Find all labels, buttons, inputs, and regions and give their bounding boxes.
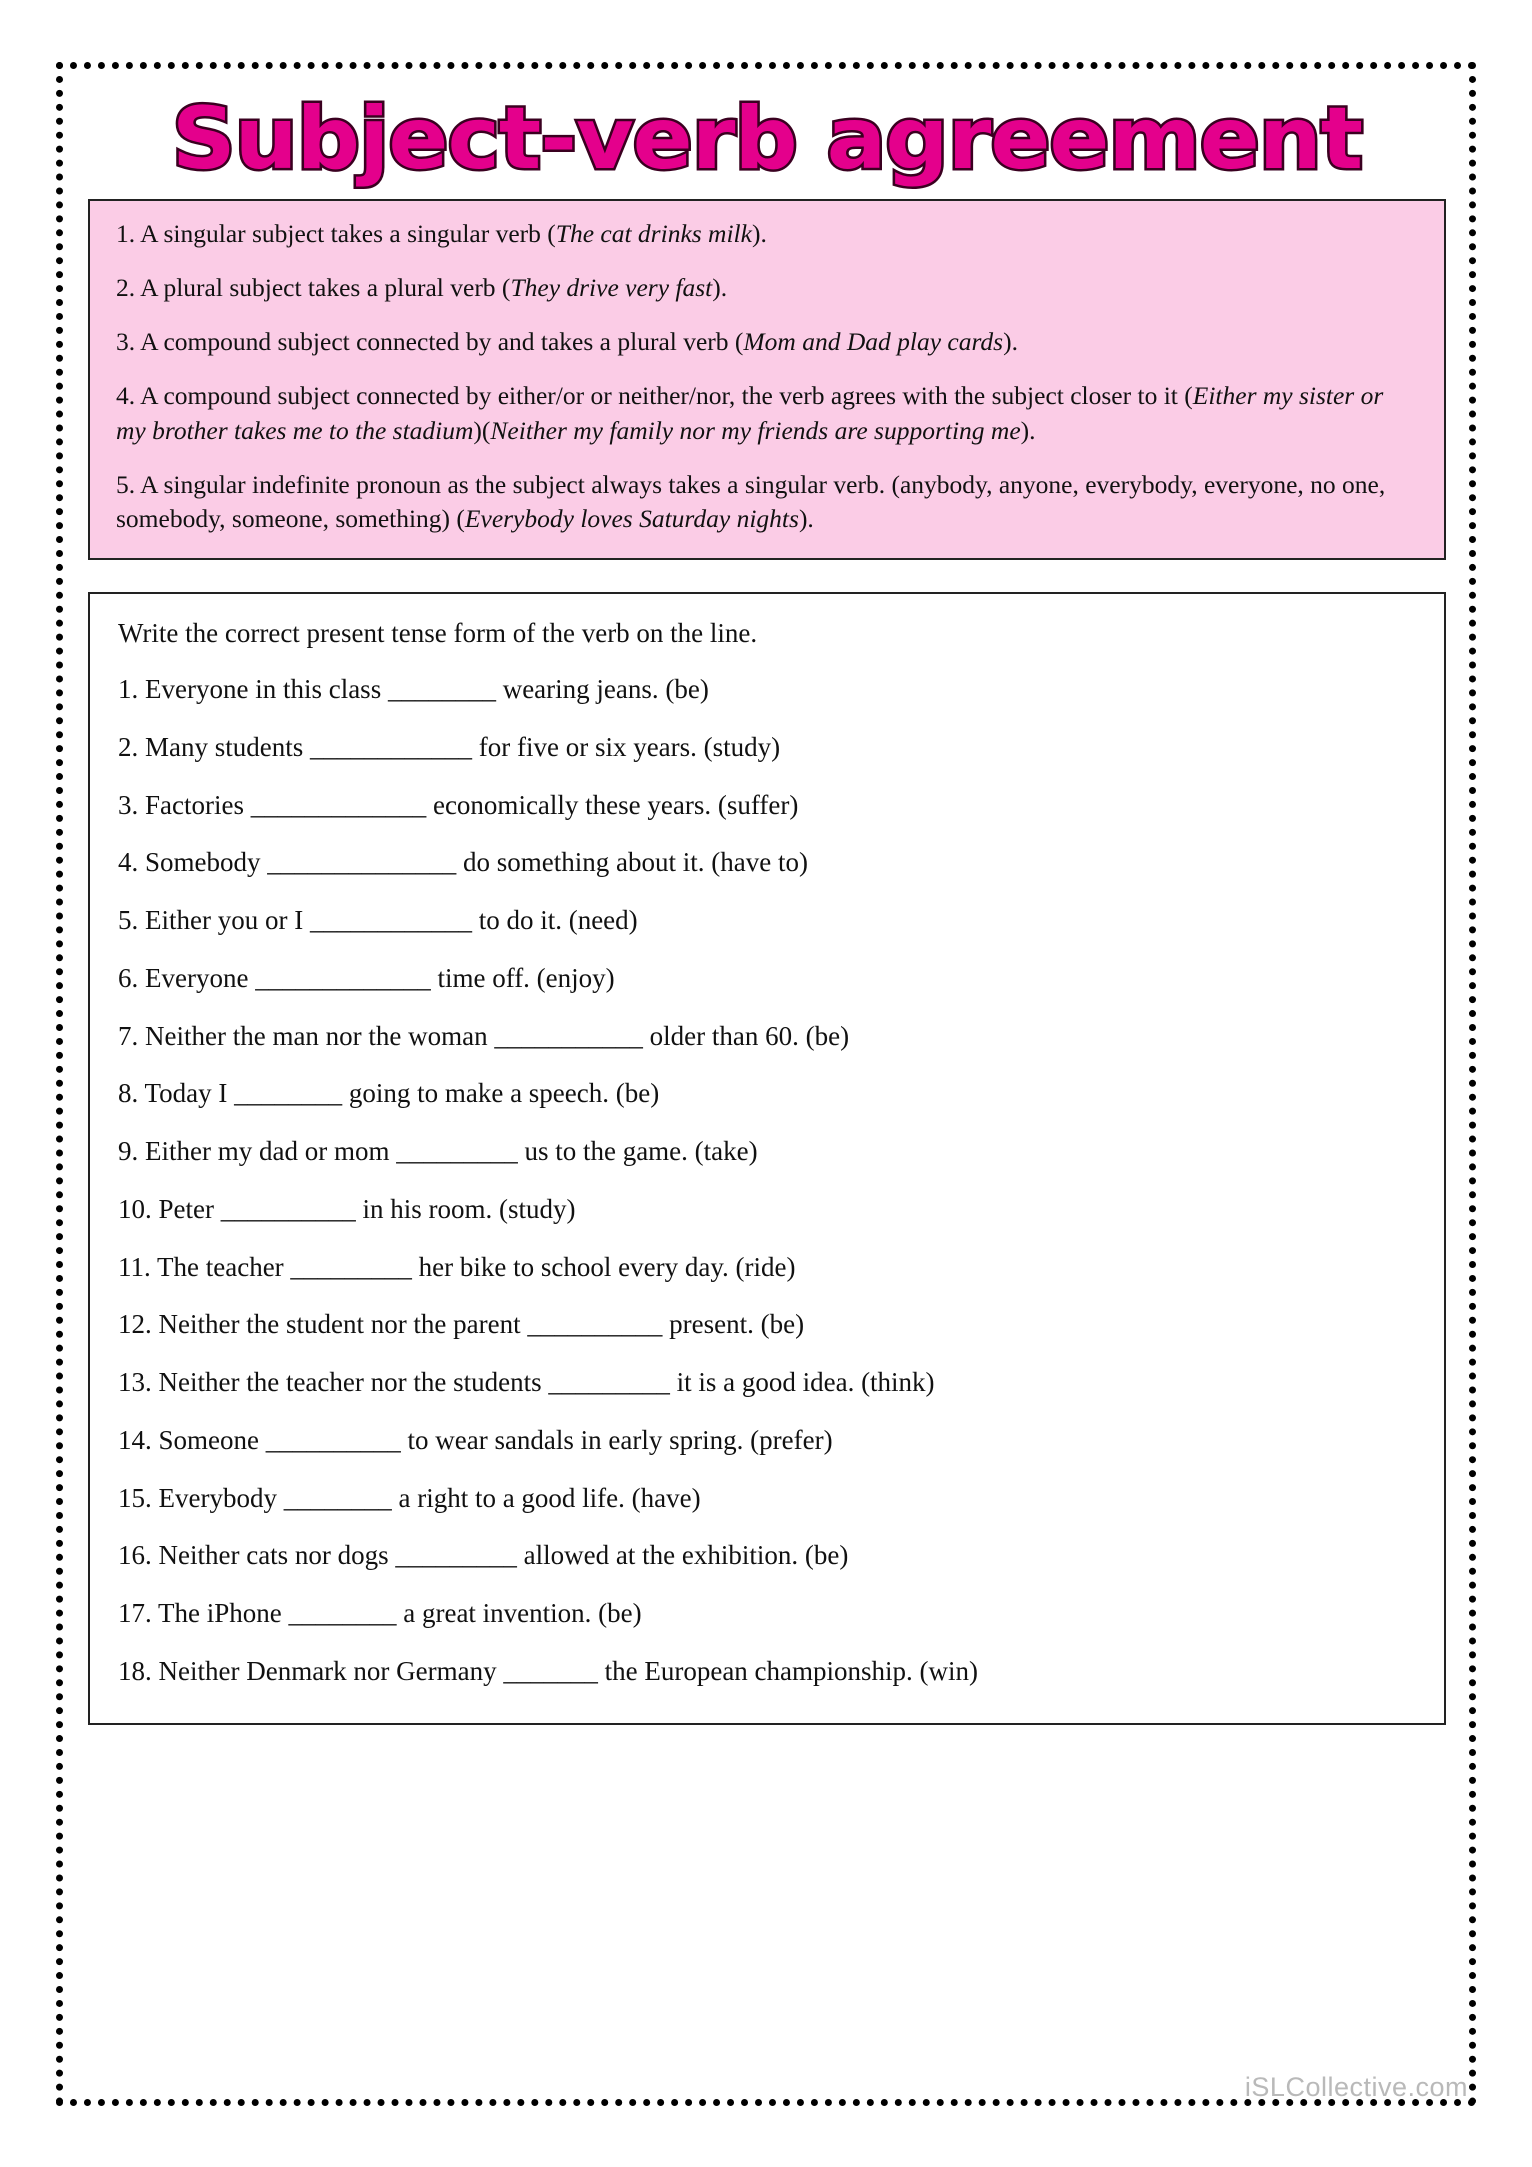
question-item[interactable]: 16. Neither cats nor dogs _________ allowed at the exhibition. (be) [118,1540,849,1571]
question-list [118,673,1416,1689]
question-item[interactable]: 12. Neither the student nor the parent __________ present. (be) [118,1309,805,1340]
rule-item: 5. A singular indefinite pronoun as the subject always takes a singular verb. (anybody, anyone, everybody, everyone, no one, somebody, someone, something) (Everybody loves Saturday nights). [116,469,1386,533]
rule-item: 4. A compound subject connected by either/or or neither/nor, the verb agrees with the subject closer to it (Either my sister or my brother takes me to the stadium)(Neither my family nor my friends are supporting me). [116,381,1384,445]
question-item[interactable]: 9. Either my dad or mom _________ us to the game. (take) [118,1136,758,1167]
question-item[interactable]: 4. Somebody ______________ do something about it. (have to) [118,847,808,878]
rule-item: 1. A singular subject takes a singular verb (The cat drinks milk). [116,218,767,248]
question-item[interactable]: 18. Neither Denmark nor Germany _______ the European championship. (win) [118,1655,979,1686]
question-item[interactable]: 14. Someone __________ to wear sandals in early spring. (prefer) [118,1424,833,1455]
question-item[interactable]: 1. Everyone in this class ________ wearing jeans. (be) [118,674,709,705]
question-item[interactable]: 10. Peter __________ in his room. (study) [118,1193,576,1224]
exercise-box [88,592,1446,1725]
question-item[interactable]: 13. Neither the teacher nor the students _________ it is a good idea. (think) [118,1367,935,1398]
exercise-instruction: Write the correct present tense form of the verb on the line. [118,617,758,648]
question-item[interactable]: 11. The teacher _________ her bike to school every day. (ride) [118,1251,796,1282]
question-item[interactable]: 6. Everyone _____________ time off. (enjoy) [118,962,615,993]
rule-item: 2. A plural subject takes a plural verb (They drive very fast). [116,273,728,303]
question-item[interactable]: 5. Either you or I ____________ to do it. (need) [118,905,638,936]
question-item[interactable]: 2. Many students ____________ for five or six years. (study) [118,731,781,762]
page-title: Subject-verb agreement [171,89,1363,189]
watermark: iSLCollective.com [1244,2072,1468,2102]
question-item[interactable]: 7. Neither the man nor the woman ___________ older than 60. (be) [118,1020,850,1051]
question-item[interactable]: 3. Factories _____________ economically these years. (suffer) [118,789,799,820]
question-item[interactable]: 17. The iPhone ________ a great invention. (be) [118,1598,642,1629]
question-item[interactable]: 15. Everybody ________ a right to a good life. (have) [118,1482,701,1513]
worksheet-content [88,90,1446,1725]
rule-item: 3. A compound subject connected by and takes a plural verb (Mom and Dad play cards). [116,327,1018,357]
rules-box [88,199,1446,560]
question-item[interactable]: 8. Today I ________ going to make a speech. (be) [118,1078,660,1109]
